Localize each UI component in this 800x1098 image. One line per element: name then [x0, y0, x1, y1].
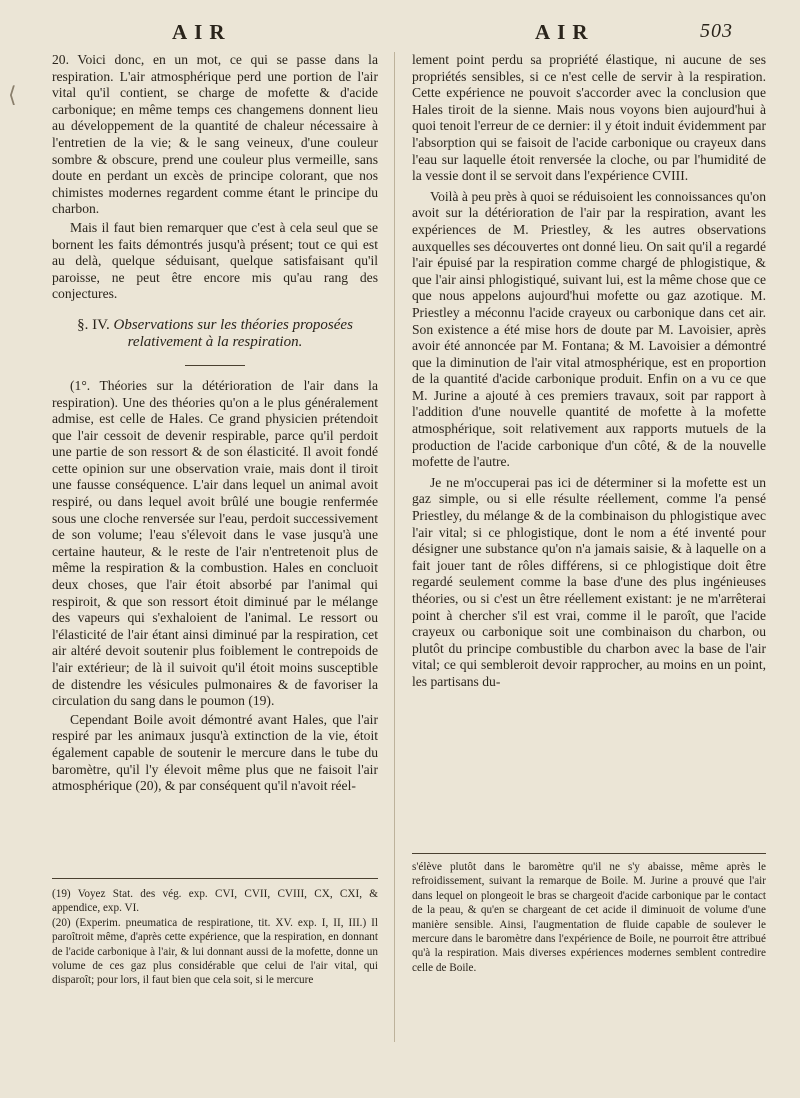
- footnote-20: (20) (Experim. pneumatica de respiratione, tit. XV. exp. I, II, III.) Il paroîtroit même, d'après cette expérience, que la respiration, en donnant de l'acide carbonique à l'air, & lui donnant aussi de la mofette, donne un volume de ces gaz plus considérable que celui de l'air vital, qui disparoît; pour lors, il faut bien que cela soit, si le mercure: [52, 916, 378, 987]
- footnote-continuation: s'élève plutôt dans le baromètre qu'il ne s'y abaisse, même après le refroidissement, suivant la remarque de Boile. M. Jurine a prouvé que l'air dans lequel on plongeoit le bras se chargeoit d'acide carbonique par le contact de la peau, & qu'en se chargeant de cet acide il diminuoit de volume d'une manière sensible. Ainsi, l'augmentation de fluide capable de soulever le mercure dans le baromètre dans l'expérience de Boile, ne pourroit être attribué qu'à la respiration. Mais diverses expériences modernes semblent contredire celle de Boile.: [412, 861, 766, 974]
- footnote-rule: [412, 853, 766, 854]
- section-title: Observations sur les théories proposées relativement à la respiration.: [113, 316, 353, 350]
- footnotes-left: [52, 878, 378, 988]
- paragraph: lement point perdu sa propriété élastique, ni aucune de ses propriétés sensibles, si ce n'est celle de servir à la respiration. Cette expérience ne pouvoit s'accorder avec la conclusion que Hales tiroit de la sienne. Mais nous voyons bien aujourd'hui à quoi tenoit l'erreur de ce dernier: il y étoit induit évidemment par l'absorption qui se faisoit de l'acide carbonique ou crayeux dans l'eau sur laquelle étoit renversée la cloche, ou par l'humidité de la vessie dont il se servoit dans l'expérience CVIII.: [412, 52, 766, 184]
- running-head-right: AIR: [535, 20, 595, 44]
- section-heading: [52, 317, 378, 351]
- paragraph: Voilà à peu près à quoi se réduisoient les connoissances qu'on avoit sur la détérioration de l'air par la respiration, avant les expériences de M. Priestley, & les autres observations auxquelles ses découvertes ont donné lieu. On sait qu'il a regardé l'air épuisé par la respiration comme chargé de phlogistique, & que l'air ainsi phlogistiqué, suivant lui, est la même chose que ce que nous appelons aujourd'hui mofette ou gaz azotique. M. Priestley a méconnu l'acide crayeux ou carbonique dans cet air. Son existence a été mise hors de doute par M. Lavoisier, après avoir été annoncée par M. Fontana; & M. Lavoisier a démontré que la diminution de l'air vital atmosphérique, est en proportion de la quantité d'acide carbonique produit. Enfin on a vu ce que M. Jurine a ajouté à ces premiers travaux, soit par rapport à l'addition d'une nouvelle quantité de mofette à la mofette atmosphérique, soit relativement aux rapports mutuels de la production de l'acide carbonique d'un côté, & de la nouvelle mofette de l'autre.: [412, 188, 766, 470]
- margin-pen-mark: ⟨: [8, 82, 17, 107]
- footnote-19: (19) Voyez Stat. des vég. exp. CVI, CVII, CVIII, CX, CXI, & appendice, exp. VI.: [52, 888, 378, 915]
- section-number: §. IV.: [77, 316, 110, 333]
- page-number: 503: [700, 20, 733, 42]
- paragraph: Cependant Boile avoit démontré avant Hales, que l'air respiré par les animaux jusqu'à extinction de la vie, étoit également capable de soutenir le mercure dans le tube du baromètre, qu'il l'y élevoit même plus que ne faisoit l'air atmosphérique (20), & par conséquent qu'il n'avoit réel-: [52, 711, 378, 794]
- column-divider: [394, 52, 395, 1042]
- paragraph: 20. Voici donc, en un mot, ce qui se passe dans la respiration. L'air atmosphérique perd une portion de l'air vital qu'il contient, se charge de mofette & d'acide carbonique; en même temps ces changemens donnent lieu au développement de la quantité de chaleur nécessaire à l'entretien de la vie; & le sang veineux, d'une couleur sombre & obscure, prend une couleur plus vermeille, sans doute en perdant un excès de principe colorant, que nos chimistes modernes regardent comme étant le principe du charbon.: [52, 52, 378, 217]
- footnote-rule: [52, 878, 378, 879]
- paragraph: (1°. Théories sur la détérioration de l'air dans la respiration). Une des théories qu'on a le plus généralement admise, est celle de Hales. Ce grand physicien prétendoit que l'air cessoit de devenir respirable, parce qu'il perdoit une partie de son ressort & de son élasticité. Il avoit fondé cette opinion sur une observation vraie, mais dont il tiroit une fausse conséquence. L'air dans lequel un animal avoit respiré, ou dans lequel avoit brûlé une bougie renfermée sous une cloche renversée sur l'eau, perdoit successivement de son volume; l'eau s'élevoit dans le vase jusqu'à une certaine hauteur, & le reste de l'air n'entretenoit plus de même la respiration & la combustion. Hales en concluoit deux choses, que l'air étoit absorbé par l'animal qui respiroit, & que son ressort étoit diminué par le mélange des vapeurs qui s'exhaloient de l'animal. Le ressort ou l'élasticité de l'air étant ainsi diminué par la respiration, cet air altéré devoit soutenir plus foiblement le contrepoids de l'air extérieur; de là il suivoit qu'il étoit moins susceptible de distendre les vésicules pulmonaires & de favoriser la circulation du sang dans le poumon (19).: [52, 377, 378, 709]
- running-head-left: AIR: [172, 20, 232, 44]
- paragraph: Mais il faut bien remarquer que c'est à cela seul que se bornent les faits démontrés jusqu'à présent; tout ce qui est au delà, quelque séduisant, quelque satisfaisant qu'il paroisse, ne peut être encore mis qu'au rang des conjectures.: [52, 219, 378, 302]
- right-column: [412, 52, 766, 691]
- paragraph: Je ne m'occuperai pas ici de déterminer si la mofette est un gaz simple, ou si elle résulte réellement, comme l'a pensé Priestley, du mélange & de la combinaison du phlogistique avec l'air vital; si ce phlogistique, dont le nom a été inventé pour désigner une substance qu'on n'a jamais saisie, & à laquelle on a fait jouer tant de rôles différens, si ce phlogistique doit être regardé seulement comme la base d'une des plus ingénieuses théories, ou si c'est un être réellement existant: je ne m'arrêterai point à chercher s'il est vrai, comme il le paroît, que l'acide crayeux ou carbonique soit une combinaison du charbon, ou plutôt du principe combustible du charbon avec la base de l'air vital; ce qui sembleroit devoir rapprocher, au moins en un point, les partisans du-: [412, 474, 766, 689]
- section-rule: [185, 365, 245, 366]
- footnotes-right: [412, 853, 766, 975]
- left-column: [52, 52, 378, 795]
